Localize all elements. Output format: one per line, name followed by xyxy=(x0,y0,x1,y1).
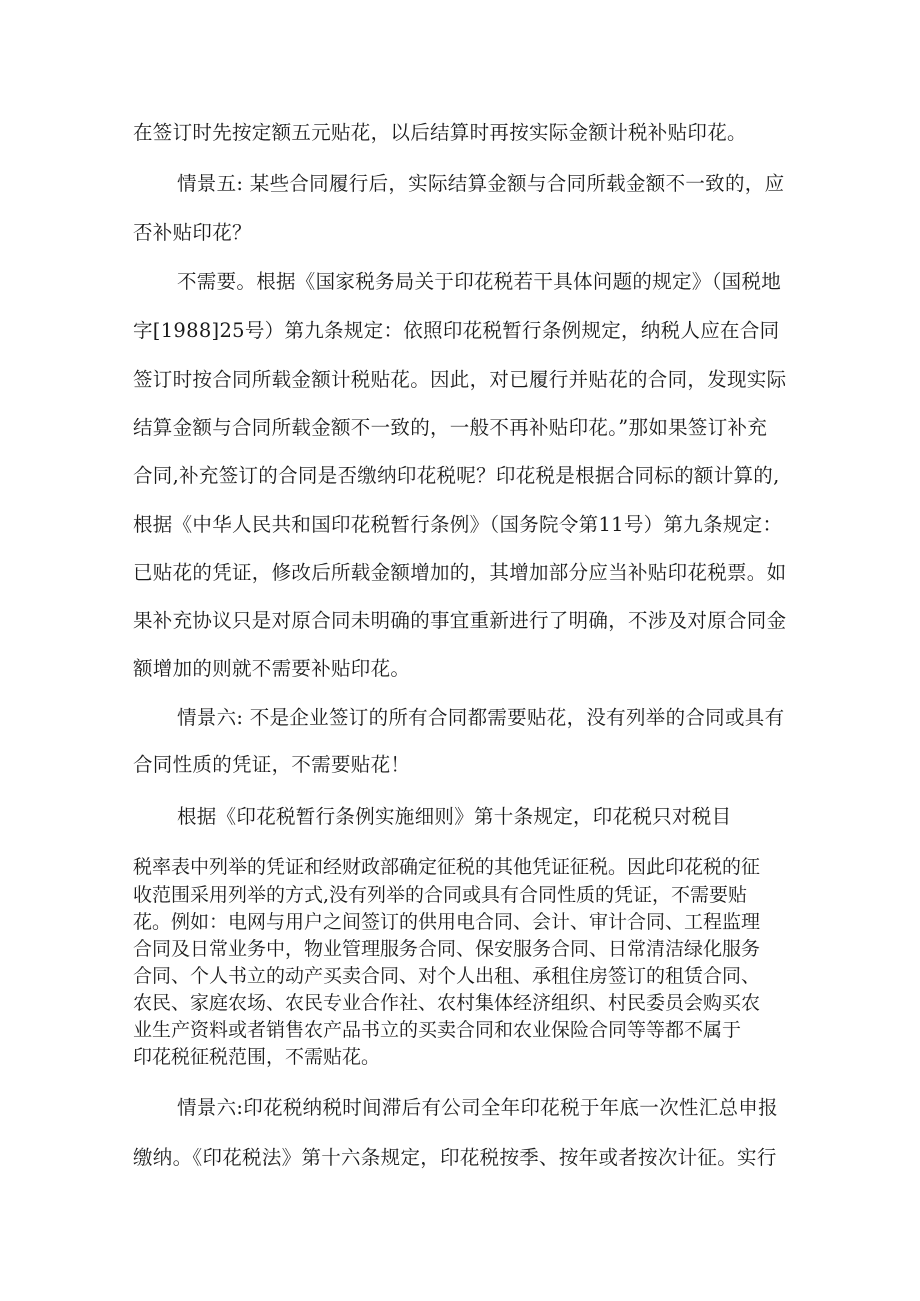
text-line: 否补贴印花？ xyxy=(133,221,252,244)
text-line: 结算金额与合同所载金额不一致的，一般不再补贴印花。”那如果签订补充 xyxy=(133,416,768,439)
text-line: 花。例如：电网与用户之间签订的供用电合同、会计、审计合同、工程监理 xyxy=(133,911,761,933)
text-line: 合同、个人书立的动产买卖合同、对个人出租、承租住房签订的租赁合同、 xyxy=(133,965,761,987)
text-line: 税率表中列举的凭证和经财政部确定征税的其他凭证征税。因此印花税的征 xyxy=(133,856,761,878)
text-line: 情景五: 某些合同履行后，实际结算金额与合同所载金额不一致的，应 xyxy=(177,172,785,195)
text-line: 不需要。根据《国家税务局关于印花税若干具体问题的规定》（国税地 xyxy=(177,270,782,293)
text-line: 情景六: 不是企业签订的所有合同都需要贴花，没有列举的合同或具有 xyxy=(177,706,785,729)
text-line: 果补充协议只是对原合同未明确的事宜重新进行了明确，不涉及对原合同金 xyxy=(133,609,787,632)
text-line: 额增加的则就不需要补贴印花。 xyxy=(133,657,411,680)
text-line: 情景六:印花税纳税时间滞后有公司全年印花税于年底一次性汇总申报 xyxy=(177,1096,778,1119)
text-line: 合同性质的凭证，不需要贴花！ xyxy=(133,753,411,776)
text-line: 业生产资料或者销售农产品书立的买卖合同和农业保险合同等等都不属于 xyxy=(133,1019,742,1041)
text-line: 已贴花的凭证，修改后所载金额增加的，其增加部分应当补贴印花税票。如 xyxy=(133,561,787,584)
text-line: 签订时按合同所载金额计税贴花。因此，对已履行并贴花的合同，发现实际 xyxy=(133,368,787,391)
text-line: 印花税征税范围，不需贴花。 xyxy=(133,1046,381,1068)
text-line: 农民、家庭农场、农民专业合作社、农村集体经济组织、村民委员会购买农 xyxy=(133,992,761,1014)
text-line: 字[1988]25号）第九条规定：依照印花税暂行条例规定，纳税人应在合同 xyxy=(133,319,780,342)
text-line: 合同及日常业务中，物业管理服务合同、保安服务合同、日常清洁绿化服务 xyxy=(133,938,761,960)
text-line: 在签订时先按定额五元贴花，以后结算时再按实际金额计税补贴印花。 xyxy=(133,121,747,144)
text-line: 合同,补充签订的合同是否缴纳印花税呢？印花税是根据合同标的额计算的, xyxy=(133,464,780,487)
text-line: 根据《印花税暂行条例实施细则》第十条规定，印花税只对税目 xyxy=(177,805,732,828)
text-line: 缴纳。《印花税法》第十六条规定，印花税按季、按年或者按次计征。实行 xyxy=(133,1146,777,1169)
text-line: 收范围采用列举的方式,没有列举的合同或具有合同性质的凭证，不需要贴 xyxy=(133,884,748,906)
text-line: 根据《中华人民共和国印花税暂行条例》（国务院令第11号）第九条规定： xyxy=(133,513,783,536)
